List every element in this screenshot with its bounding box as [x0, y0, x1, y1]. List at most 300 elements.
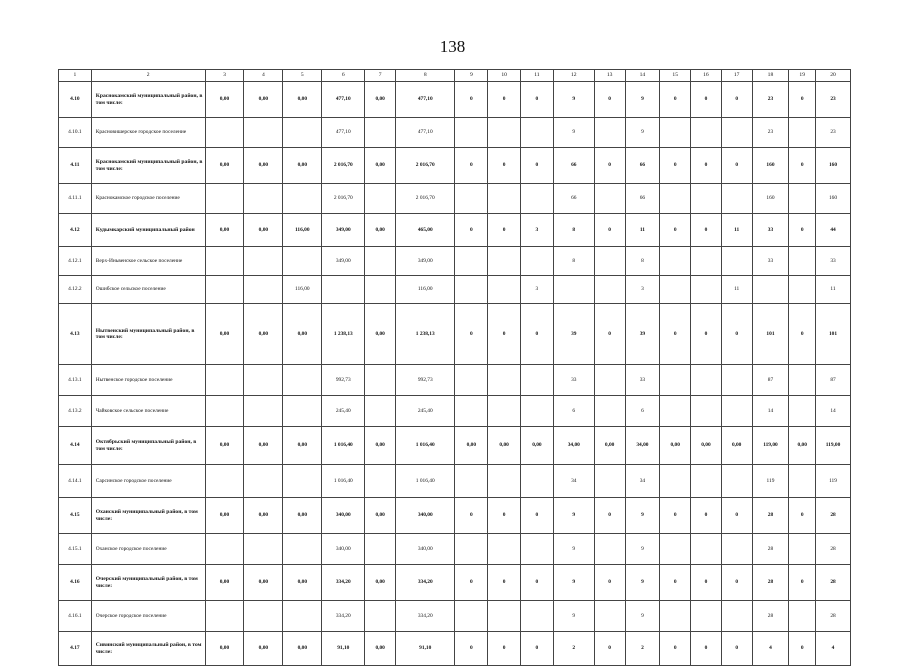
table-cell — [244, 247, 283, 276]
table-cell — [283, 534, 322, 565]
table-cell: 28 — [816, 565, 851, 601]
table-cell — [244, 276, 283, 304]
table-cell: 9 — [625, 601, 660, 632]
table-cell: 0 — [789, 304, 816, 365]
table-cell — [365, 118, 396, 148]
table-cell — [455, 247, 488, 276]
table-cell — [322, 276, 365, 304]
table-row-settlement — [59, 365, 851, 396]
table-cell: 0 — [594, 148, 625, 184]
row-code: 4.17 — [59, 632, 92, 666]
table-cell — [365, 184, 396, 214]
row-code: 4.16.1 — [59, 601, 92, 632]
row-name: Очерский муниципальный район, в том числе: — [91, 565, 205, 601]
table-cell: 33 — [816, 247, 851, 276]
table-cell: 1 238,13 — [322, 304, 365, 365]
table-cell — [488, 396, 521, 427]
table-cell: 6 — [625, 396, 660, 427]
table-cell: 0 — [789, 565, 816, 601]
table-cell — [721, 601, 752, 632]
table-cell: 0,00 — [721, 427, 752, 465]
table-cell: 160 — [816, 148, 851, 184]
table-cell — [521, 365, 554, 396]
table-row-settlement — [59, 396, 851, 427]
table-cell: 28 — [816, 601, 851, 632]
table-cell: 0 — [488, 498, 521, 534]
table-cell — [660, 534, 691, 565]
table-cell: 0 — [660, 632, 691, 666]
table-cell — [521, 465, 554, 498]
table-cell — [244, 601, 283, 632]
table-cell — [721, 396, 752, 427]
table-cell — [789, 184, 816, 214]
column-header: 16 — [691, 70, 722, 82]
table-cell: 0 — [721, 565, 752, 601]
table-cell: 0 — [721, 304, 752, 365]
table-cell: 160 — [752, 148, 789, 184]
row-name: Октябрьский муниципальный район, в том числе: — [91, 427, 205, 465]
table-cell: 14 — [752, 396, 789, 427]
table-cell: 33 — [625, 365, 660, 396]
table-cell: 2 016,70 — [396, 148, 455, 184]
table-cell — [660, 396, 691, 427]
table-cell: 1 016,40 — [396, 427, 455, 465]
table-cell: 0,00 — [205, 427, 244, 465]
table-cell — [594, 534, 625, 565]
table-cell: 0,00 — [365, 82, 396, 118]
table-row-district — [59, 632, 851, 666]
table-cell: 0 — [789, 632, 816, 666]
row-code: 4.13 — [59, 304, 92, 365]
table-cell: 11 — [816, 276, 851, 304]
table-cell: 0 — [691, 498, 722, 534]
table-cell: 119,00 — [816, 427, 851, 465]
table-cell — [691, 184, 722, 214]
row-name: Нытвенское городское поселение — [91, 365, 205, 396]
table-cell: 87 — [816, 365, 851, 396]
table-cell: 0 — [594, 214, 625, 247]
table-cell — [488, 247, 521, 276]
row-name: Сивинский муниципальный район, в том числе: — [91, 632, 205, 666]
table-cell — [521, 601, 554, 632]
table-cell: 0 — [721, 498, 752, 534]
table-cell: 34 — [553, 465, 594, 498]
table-cell: 0 — [691, 304, 722, 365]
table-cell: 0,00 — [244, 498, 283, 534]
table-cell — [205, 534, 244, 565]
row-name: Краснокамский муниципальный район, в том числе: — [91, 148, 205, 184]
row-code: 4.12.1 — [59, 247, 92, 276]
row-name: Нытвенский муниципальный район, в том числе: — [91, 304, 205, 365]
table-row-settlement — [59, 118, 851, 148]
table-row-settlement — [59, 276, 851, 304]
table-cell — [553, 276, 594, 304]
table-cell: 0,00 — [365, 304, 396, 365]
table-cell: 0 — [660, 148, 691, 184]
page-number: 138 — [439, 37, 466, 56]
table-cell: 0,00 — [521, 427, 554, 465]
table-cell — [205, 396, 244, 427]
table-cell — [205, 276, 244, 304]
table-cell: 0 — [691, 148, 722, 184]
table-cell: 0,00 — [244, 304, 283, 365]
table-cell: 9 — [625, 534, 660, 565]
table-cell: 334,20 — [396, 565, 455, 601]
table-cell: 3 — [625, 276, 660, 304]
table-cell: 160 — [752, 184, 789, 214]
table-cell — [752, 276, 789, 304]
table-cell — [594, 118, 625, 148]
table-cell: 0,00 — [283, 565, 322, 601]
row-name: Ошибское сельское поселение — [91, 276, 205, 304]
table-cell: 0 — [594, 632, 625, 666]
table-cell: 0 — [594, 565, 625, 601]
table-cell — [789, 276, 816, 304]
table-row-district — [59, 498, 851, 534]
row-code: 4.14.1 — [59, 465, 92, 498]
table-cell — [455, 276, 488, 304]
table-cell: 0,00 — [205, 148, 244, 184]
table-cell — [244, 365, 283, 396]
table-cell: 116,00 — [283, 276, 322, 304]
table-cell: 0 — [455, 304, 488, 365]
table-cell: 0 — [789, 82, 816, 118]
table-cell: 0 — [660, 498, 691, 534]
table-cell: 0,00 — [283, 632, 322, 666]
table-cell: 0 — [721, 82, 752, 118]
table-cell: 9 — [553, 534, 594, 565]
column-header: 13 — [594, 70, 625, 82]
column-header: 20 — [816, 70, 851, 82]
table-cell — [244, 184, 283, 214]
table-cell: 0,00 — [283, 304, 322, 365]
table-cell: 0 — [488, 82, 521, 118]
table-cell: 0,00 — [365, 632, 396, 666]
table-cell: 0 — [521, 565, 554, 601]
table-row-settlement — [59, 465, 851, 498]
table-cell: 477,10 — [396, 82, 455, 118]
table-cell: 101 — [816, 304, 851, 365]
table-cell — [521, 396, 554, 427]
column-header: 9 — [455, 70, 488, 82]
table-cell — [283, 601, 322, 632]
table-cell: 0 — [691, 632, 722, 666]
row-name: Оханское городское поселение — [91, 534, 205, 565]
table-cell — [594, 276, 625, 304]
table-cell: 9 — [625, 498, 660, 534]
column-header: 11 — [521, 70, 554, 82]
table-cell — [244, 465, 283, 498]
table-cell — [691, 396, 722, 427]
column-header: 18 — [752, 70, 789, 82]
table-cell: 349,00 — [322, 247, 365, 276]
table-cell — [721, 365, 752, 396]
table-cell: 160 — [816, 184, 851, 214]
table-cell — [691, 465, 722, 498]
table-cell — [789, 534, 816, 565]
table-cell: 0,00 — [283, 427, 322, 465]
table-cell: 0 — [594, 304, 625, 365]
table-cell: 0 — [488, 632, 521, 666]
table-cell: 0 — [660, 82, 691, 118]
table-cell: 9 — [625, 118, 660, 148]
table-cell: 349,00 — [396, 247, 455, 276]
table-cell: 1 016,40 — [322, 465, 365, 498]
table-cell: 0 — [488, 148, 521, 184]
table-cell: 33 — [752, 247, 789, 276]
table-cell: 0 — [455, 82, 488, 118]
table-cell — [691, 118, 722, 148]
table-cell — [488, 184, 521, 214]
table-cell: 465,00 — [396, 214, 455, 247]
table-cell: 6 — [553, 396, 594, 427]
table-cell: 39 — [625, 304, 660, 365]
table-cell: 34,00 — [553, 427, 594, 465]
table-cell: 11 — [625, 214, 660, 247]
table-cell: 101 — [752, 304, 789, 365]
table-cell — [721, 247, 752, 276]
row-code: 4.11.1 — [59, 184, 92, 214]
table-cell — [789, 247, 816, 276]
table-row-district — [59, 148, 851, 184]
table-cell — [283, 365, 322, 396]
table-cell: 0 — [721, 632, 752, 666]
table-cell: 9 — [553, 82, 594, 118]
table-cell: 0 — [455, 498, 488, 534]
table-cell — [789, 396, 816, 427]
table-cell: 0,00 — [205, 632, 244, 666]
table-cell: 9 — [553, 118, 594, 148]
table-cell: 3 — [521, 214, 554, 247]
row-code: 4.15.1 — [59, 534, 92, 565]
table-cell: 14 — [816, 396, 851, 427]
table-cell — [365, 365, 396, 396]
table-cell: 2 — [625, 632, 660, 666]
table-cell: 340,00 — [322, 534, 365, 565]
table-cell: 11 — [721, 214, 752, 247]
table-cell — [721, 184, 752, 214]
table-cell: 28 — [752, 534, 789, 565]
table-cell — [455, 601, 488, 632]
table-cell — [691, 601, 722, 632]
table-cell — [365, 465, 396, 498]
row-code: 4.12 — [59, 214, 92, 247]
table-row-district — [59, 565, 851, 601]
table-cell — [660, 276, 691, 304]
table-cell: 0 — [660, 214, 691, 247]
table-cell — [283, 118, 322, 148]
table-cell: 0 — [789, 214, 816, 247]
table-cell: 0 — [789, 148, 816, 184]
table-cell: 992,73 — [396, 365, 455, 396]
table-cell — [244, 118, 283, 148]
column-header: 19 — [789, 70, 816, 82]
table-cell — [488, 465, 521, 498]
table-cell: 2 016,70 — [322, 184, 365, 214]
table-cell: 0,00 — [205, 304, 244, 365]
table-cell: 116,00 — [396, 276, 455, 304]
table-cell: 1 016,40 — [396, 465, 455, 498]
table-cell — [205, 365, 244, 396]
table-cell: 0,00 — [691, 427, 722, 465]
table-cell: 0,00 — [283, 148, 322, 184]
table-cell: 0 — [721, 148, 752, 184]
table-cell: 34 — [625, 465, 660, 498]
table-cell — [205, 601, 244, 632]
table-cell: 4 — [816, 632, 851, 666]
row-code: 4.12.2 — [59, 276, 92, 304]
table-cell: 23 — [752, 118, 789, 148]
table-cell: 4 — [752, 632, 789, 666]
row-code: 4.15 — [59, 498, 92, 534]
table-cell: 28 — [816, 534, 851, 565]
row-code: 4.14 — [59, 427, 92, 465]
table-row-settlement — [59, 601, 851, 632]
table-cell: 119 — [816, 465, 851, 498]
table-cell — [691, 365, 722, 396]
row-code: 4.10 — [59, 82, 92, 118]
table-cell: 0,00 — [244, 214, 283, 247]
table-cell: 0,00 — [205, 565, 244, 601]
data-table — [58, 69, 851, 666]
table-cell: 0 — [488, 214, 521, 247]
row-name: Сарсинское городское поселение — [91, 465, 205, 498]
table-cell: 245,40 — [322, 396, 365, 427]
table-cell: 28 — [752, 601, 789, 632]
table-cell — [488, 118, 521, 148]
table-cell: 0,00 — [365, 565, 396, 601]
column-header: 8 — [396, 70, 455, 82]
table-cell: 0 — [488, 304, 521, 365]
column-header: 12 — [553, 70, 594, 82]
table-cell: 0,00 — [244, 632, 283, 666]
table-cell: 0,00 — [244, 82, 283, 118]
table-cell: 9 — [625, 565, 660, 601]
table-cell: 477,10 — [322, 118, 365, 148]
table-cell: 0 — [594, 82, 625, 118]
column-header: 6 — [322, 70, 365, 82]
table-cell — [455, 396, 488, 427]
table-cell: 0 — [594, 498, 625, 534]
row-code: 4.13.2 — [59, 396, 92, 427]
table-cell: 9 — [553, 498, 594, 534]
table-cell: 245,40 — [396, 396, 455, 427]
table-cell: 340,00 — [396, 534, 455, 565]
table-cell: 0,00 — [205, 214, 244, 247]
table-cell: 23 — [816, 82, 851, 118]
table-cell — [660, 118, 691, 148]
table-row-settlement — [59, 184, 851, 214]
table-cell: 334,20 — [322, 601, 365, 632]
row-code: 4.11 — [59, 148, 92, 184]
table-cell: 0,00 — [365, 214, 396, 247]
table-cell — [691, 534, 722, 565]
table-cell: 119 — [752, 465, 789, 498]
table-cell: 340,00 — [322, 498, 365, 534]
row-name: Краснокамское городское поселение — [91, 184, 205, 214]
table-cell: 8 — [553, 247, 594, 276]
table-row-district — [59, 82, 851, 118]
table-cell — [205, 247, 244, 276]
table-cell — [721, 118, 752, 148]
column-header: 2 — [91, 70, 205, 82]
table-cell: 992,73 — [322, 365, 365, 396]
table-cell: 3 — [521, 276, 554, 304]
table-cell: 0 — [521, 304, 554, 365]
table-cell: 0 — [455, 632, 488, 666]
table-cell — [721, 534, 752, 565]
table-cell: 334,20 — [396, 601, 455, 632]
table-cell: 0 — [455, 214, 488, 247]
table-cell: 28 — [816, 498, 851, 534]
table-cell — [594, 365, 625, 396]
row-code: 4.16 — [59, 565, 92, 601]
column-header: 3 — [205, 70, 244, 82]
table-cell: 9 — [553, 601, 594, 632]
column-header: 15 — [660, 70, 691, 82]
table-cell: 66 — [625, 184, 660, 214]
table-cell — [521, 118, 554, 148]
table-cell: 0,00 — [365, 427, 396, 465]
column-header: 7 — [365, 70, 396, 82]
table-cell: 334,20 — [322, 565, 365, 601]
table-cell: 0 — [660, 304, 691, 365]
table-cell — [205, 118, 244, 148]
table-cell: 0,00 — [455, 427, 488, 465]
table-cell: 39 — [553, 304, 594, 365]
row-name: Очерское городское поселение — [91, 601, 205, 632]
table-cell: 0 — [455, 148, 488, 184]
table-cell — [691, 247, 722, 276]
table-cell: 0,00 — [488, 427, 521, 465]
table-cell — [594, 184, 625, 214]
table-cell: 0 — [789, 498, 816, 534]
row-name: Верх-Иньвенское сельское поселение — [91, 247, 205, 276]
table-cell: 28 — [752, 565, 789, 601]
table-cell: 0,00 — [205, 498, 244, 534]
table-cell — [283, 465, 322, 498]
table-cell — [721, 465, 752, 498]
table-cell: 9 — [625, 82, 660, 118]
table-cell — [244, 534, 283, 565]
table-cell — [789, 118, 816, 148]
table-cell — [660, 365, 691, 396]
row-name: Чайковское сельское поселение — [91, 396, 205, 427]
table-cell: 0,00 — [283, 82, 322, 118]
column-header-row — [59, 70, 851, 82]
table-cell: 0,00 — [365, 498, 396, 534]
table-cell: 0,00 — [789, 427, 816, 465]
table-cell: 119,00 — [752, 427, 789, 465]
table-cell: 477,10 — [396, 118, 455, 148]
table-cell — [205, 184, 244, 214]
table-cell — [455, 184, 488, 214]
table-cell: 0 — [488, 565, 521, 601]
table-cell: 0 — [691, 565, 722, 601]
table-cell: 477,10 — [322, 82, 365, 118]
table-cell — [660, 184, 691, 214]
table-cell — [789, 465, 816, 498]
table-cell: 0 — [455, 565, 488, 601]
table-cell — [691, 276, 722, 304]
table-cell: 23 — [816, 118, 851, 148]
table-cell: 0,00 — [660, 427, 691, 465]
table-cell — [488, 601, 521, 632]
table-cell — [488, 365, 521, 396]
table-cell: 2 — [553, 632, 594, 666]
table-cell — [283, 396, 322, 427]
table-cell: 0,00 — [244, 148, 283, 184]
